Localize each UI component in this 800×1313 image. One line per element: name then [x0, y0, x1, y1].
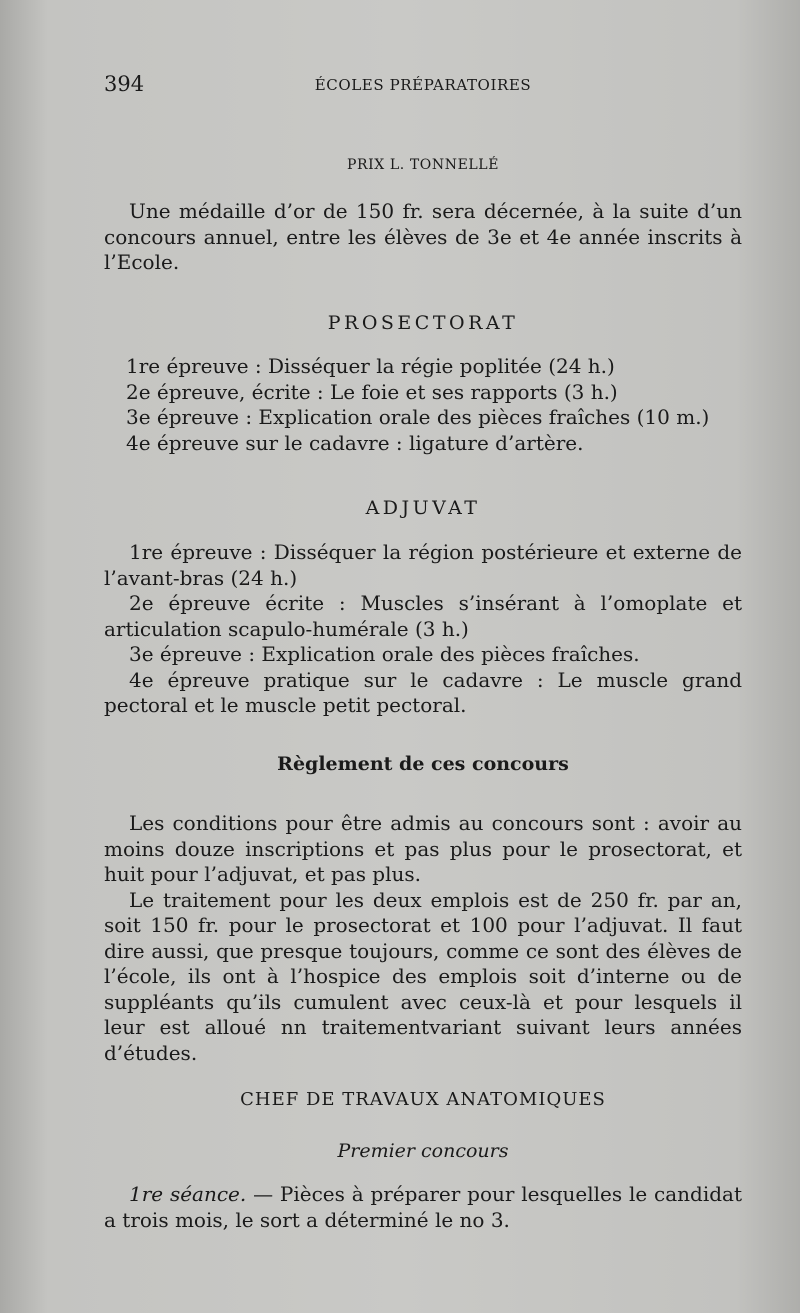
- reglement-paragraph: Les conditions pour être admis au concours sont : avoir au moins douze inscriptions et pas plus pour le prosectorat, et huit pour l’adjuvat, et pas plus.: [104, 811, 742, 886]
- prosectorat-heading: PROSECTORAT: [327, 312, 519, 334]
- reglement-body: [104, 811, 742, 1066]
- prix-text: Une médaille d’or de 150 fr. sera décernée, à la suite d’un concours annuel, entre les élèves de 3e et 4e année inscrits à l’Ecole.: [104, 199, 742, 274]
- page-number: 394: [104, 72, 145, 96]
- reglement-paragraph: Le traitement pour les deux emplois est de 250 fr. par an, soit 150 fr. pour le prosectorat et 100 pour l’adjuvat. Il faut dire aussi, que presque toujours, comme ce sont des élèves de l’école, ils ont à l’hospice des emplois soit d’interne ou de suppléants qu’ils cumulent avec ceux-là et pour lesquels il leur est alloué nn traitementvariant suivant leurs années d’études.: [104, 887, 742, 1065]
- adjuvat-item: 4e épreuve pratique sur le cadavre : Le muscle grand pectoral et le muscle petit pectoral.: [104, 667, 742, 717]
- page-header: [104, 72, 742, 102]
- prosectorat-item: 3e épreuve : Explication orale des pièces fraîches (10 m.): [126, 405, 710, 429]
- prosectorat-list: [104, 354, 764, 456]
- adjuvat-item: 2e épreuve écrite : Muscles s’insérant à l’omoplate et articulation scapulo-humérale (3 h.): [104, 591, 742, 641]
- prix-heading: PRIX L. TONNELLÉ: [346, 157, 500, 173]
- prosectorat-item: 4e épreuve sur le cadavre : ligature d’artère.: [126, 430, 584, 455]
- adjuvat-heading: ADJUVAT: [365, 497, 481, 519]
- running-head: ÉCOLES PRÉPARATOIRES: [314, 76, 532, 94]
- adjuvat-item: 1re épreuve : Disséquer la région postérieure et externe de l’avant-bras (24 h.): [104, 540, 742, 590]
- seance-label: 1re séance.: [129, 1182, 247, 1206]
- adjuvat-list: [104, 540, 742, 719]
- chef-subheading: Premier concours: [337, 1140, 509, 1162]
- adjuvat-item: 3e épreuve : Explication orale des pièces fraîches.: [129, 642, 640, 666]
- prosectorat-item: 1re épreuve : Disséquer la régie poplitée (24 h.): [126, 354, 615, 378]
- reglement-heading: Règlement de ces concours: [277, 753, 569, 775]
- prosectorat-item: 2e épreuve, écrite : Le foie et ses rapports (3 h.): [126, 379, 618, 404]
- seance-text: — Pièces à préparer pour lesquelles le candidat a trois mois, le sort a déterminé le no 3.: [104, 1182, 742, 1232]
- seance-paragraph: [104, 1182, 742, 1233]
- chef-heading: CHEF DE TRAVAUX ANATOMIQUES: [240, 1089, 606, 1110]
